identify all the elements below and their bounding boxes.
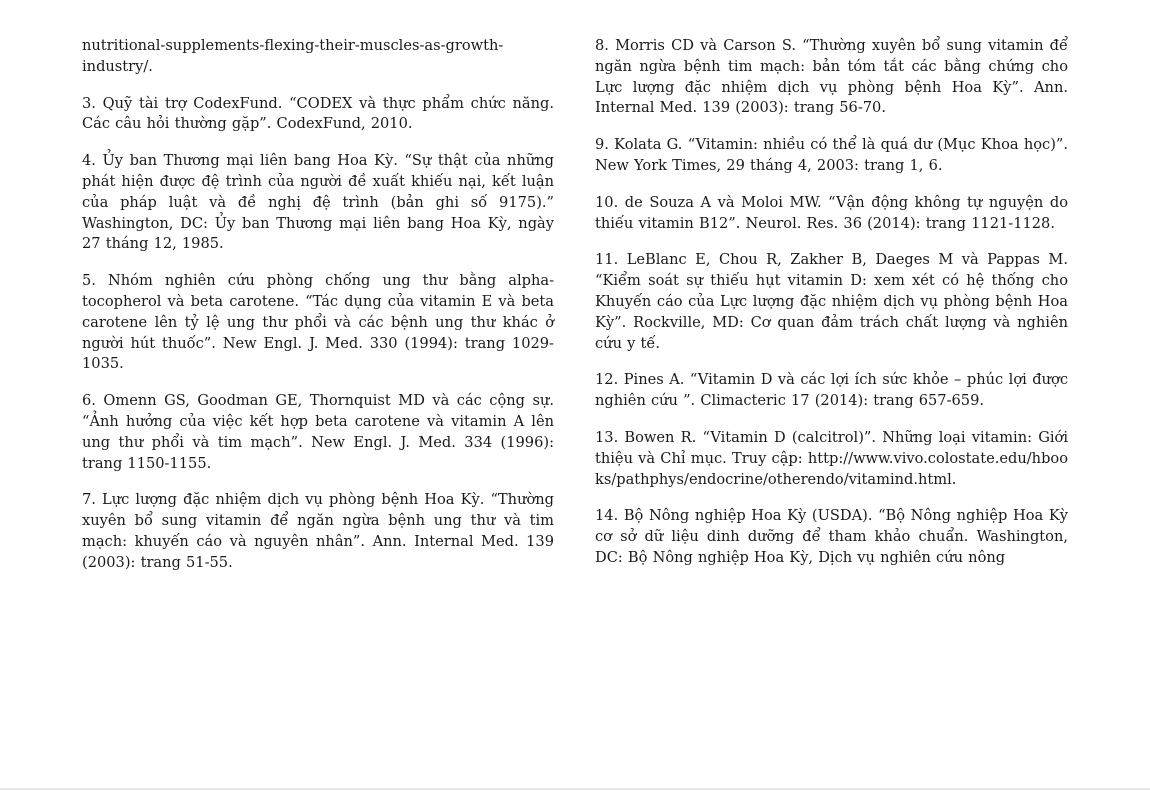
page-bottom-edge — [0, 788, 1150, 790]
reference-3: 3. Quỹ tài trợ CodexFund. “CODEX và thực phẩm chức năng. Các câu hỏi thường gặp”. CodexFund, 2010. — [82, 94, 554, 133]
reference-4: 4. Ủy ban Thương mại liên bang Hoa Kỳ. “Sự thật của những phát hiện được đệ trình của người đề xuất khiếu nại, kết luận của pháp luật và đề nghị đệ trình (bản ghi số 9175).” Washington, DC: Ủy ban Thương mại liên bang Hoa Kỳ, ngày 27 tháng 12, 1985. — [82, 152, 554, 253]
references-right-column — [595, 36, 1068, 585]
reference-10: 10. de Souza A và Moloi MW. “Vận động không tự nguyện do thiếu vitamin B12”. Neurol. Res. 36 (2014): trang 1121-1128. — [595, 193, 1068, 232]
reference-14: 14. Bộ Nông nghiệp Hoa Kỳ (USDA). “Bộ Nông nghiệp Hoa Kỳ cơ sở dữ liệu dinh dưỡng để tham khảo chuẩn. Washington, DC: Bộ Nông nghiệp Hoa Kỳ, Dịch vụ nghiên cứu nông — [595, 507, 1068, 566]
reference-13: 13. Bowen R. “Vitamin D (calcitrol)”. Những loại vitamin: Giới thiệu và Chỉ mục. Truy cập: http://www.vivo.colostate.edu/hbooks/pathphys/endocrine/otherendo/vitamind.html. — [595, 428, 1068, 488]
reference-11: 11. LeBlanc E, Chou R, Zakher B, Daeges M và Pappas M. “Kiểm soát sự thiếu hụt vitamin D: xem xét có hệ thống cho Khuyến cáo của Lực lượng đặc nhiệm dịch vụ phòng bệnh Hoa Kỳ”. Rockville, MD: Cơ quan đảm trách chất lượng và nghiên cứu y tế. — [595, 251, 1068, 352]
reference-6: 6. Omenn GS, Goodman GE, Thornquist MD và các cộng sự. “Ảnh hưởng của việc kết hợp beta carotene và vitamin A lên ung thư phổi và tim mạch”. New Engl. J. Med. 334 (1996): trang 1150-1155. — [82, 392, 554, 472]
reference-9: 9. Kolata G. “Vitamin: nhiều có thể là quá dư (Mục Khoa học)”. New York Times, 29 tháng 4, 2003: trang 1, 6. — [595, 136, 1068, 174]
reference-continuation: nutritional-supplements-flexing-their-muscles-as-growth-industry/. — [82, 37, 504, 75]
reference-12: 12. Pines A. “Vitamin D và các lợi ích sức khỏe – phúc lợi được nghiên cứu ”. Climacteric 17 (2014): trang 657-659. — [595, 371, 1068, 410]
reference-7: 7. Lực lượng đặc nhiệm dịch vụ phòng bệnh Hoa Kỳ. “Thường xuyên bổ sung vitamin để ngăn ngừa bệnh ung thư và tim mạch: khuyến cáo và nguyên nhân”. Ann. Internal Med. 139 (2003): trang 51-55. — [82, 491, 554, 571]
references-left-column — [82, 36, 554, 590]
reference-8: 8. Morris CD và Carson S. “Thường xuyên bổ sung vitamin để ngăn ngừa bệnh tim mạch: bản tóm tắt các bằng chứng cho Lực lượng đặc nhiệm dịch vụ phòng bệnh Hoa Kỳ”. Ann. Internal Med. 139 (2003): trang 56-70. — [595, 37, 1068, 117]
reference-5: 5. Nhóm nghiên cứu phòng chống ung thư bằng alpha-tocopherol và beta carotene. “Tác dụng của vitamin E và beta carotene lên tỷ lệ ung thư phổi và các bệnh ung thư khác ở người hút thuốc”. New Engl. J. Med. 330 (1994): trang 1029-1035. — [82, 272, 554, 373]
